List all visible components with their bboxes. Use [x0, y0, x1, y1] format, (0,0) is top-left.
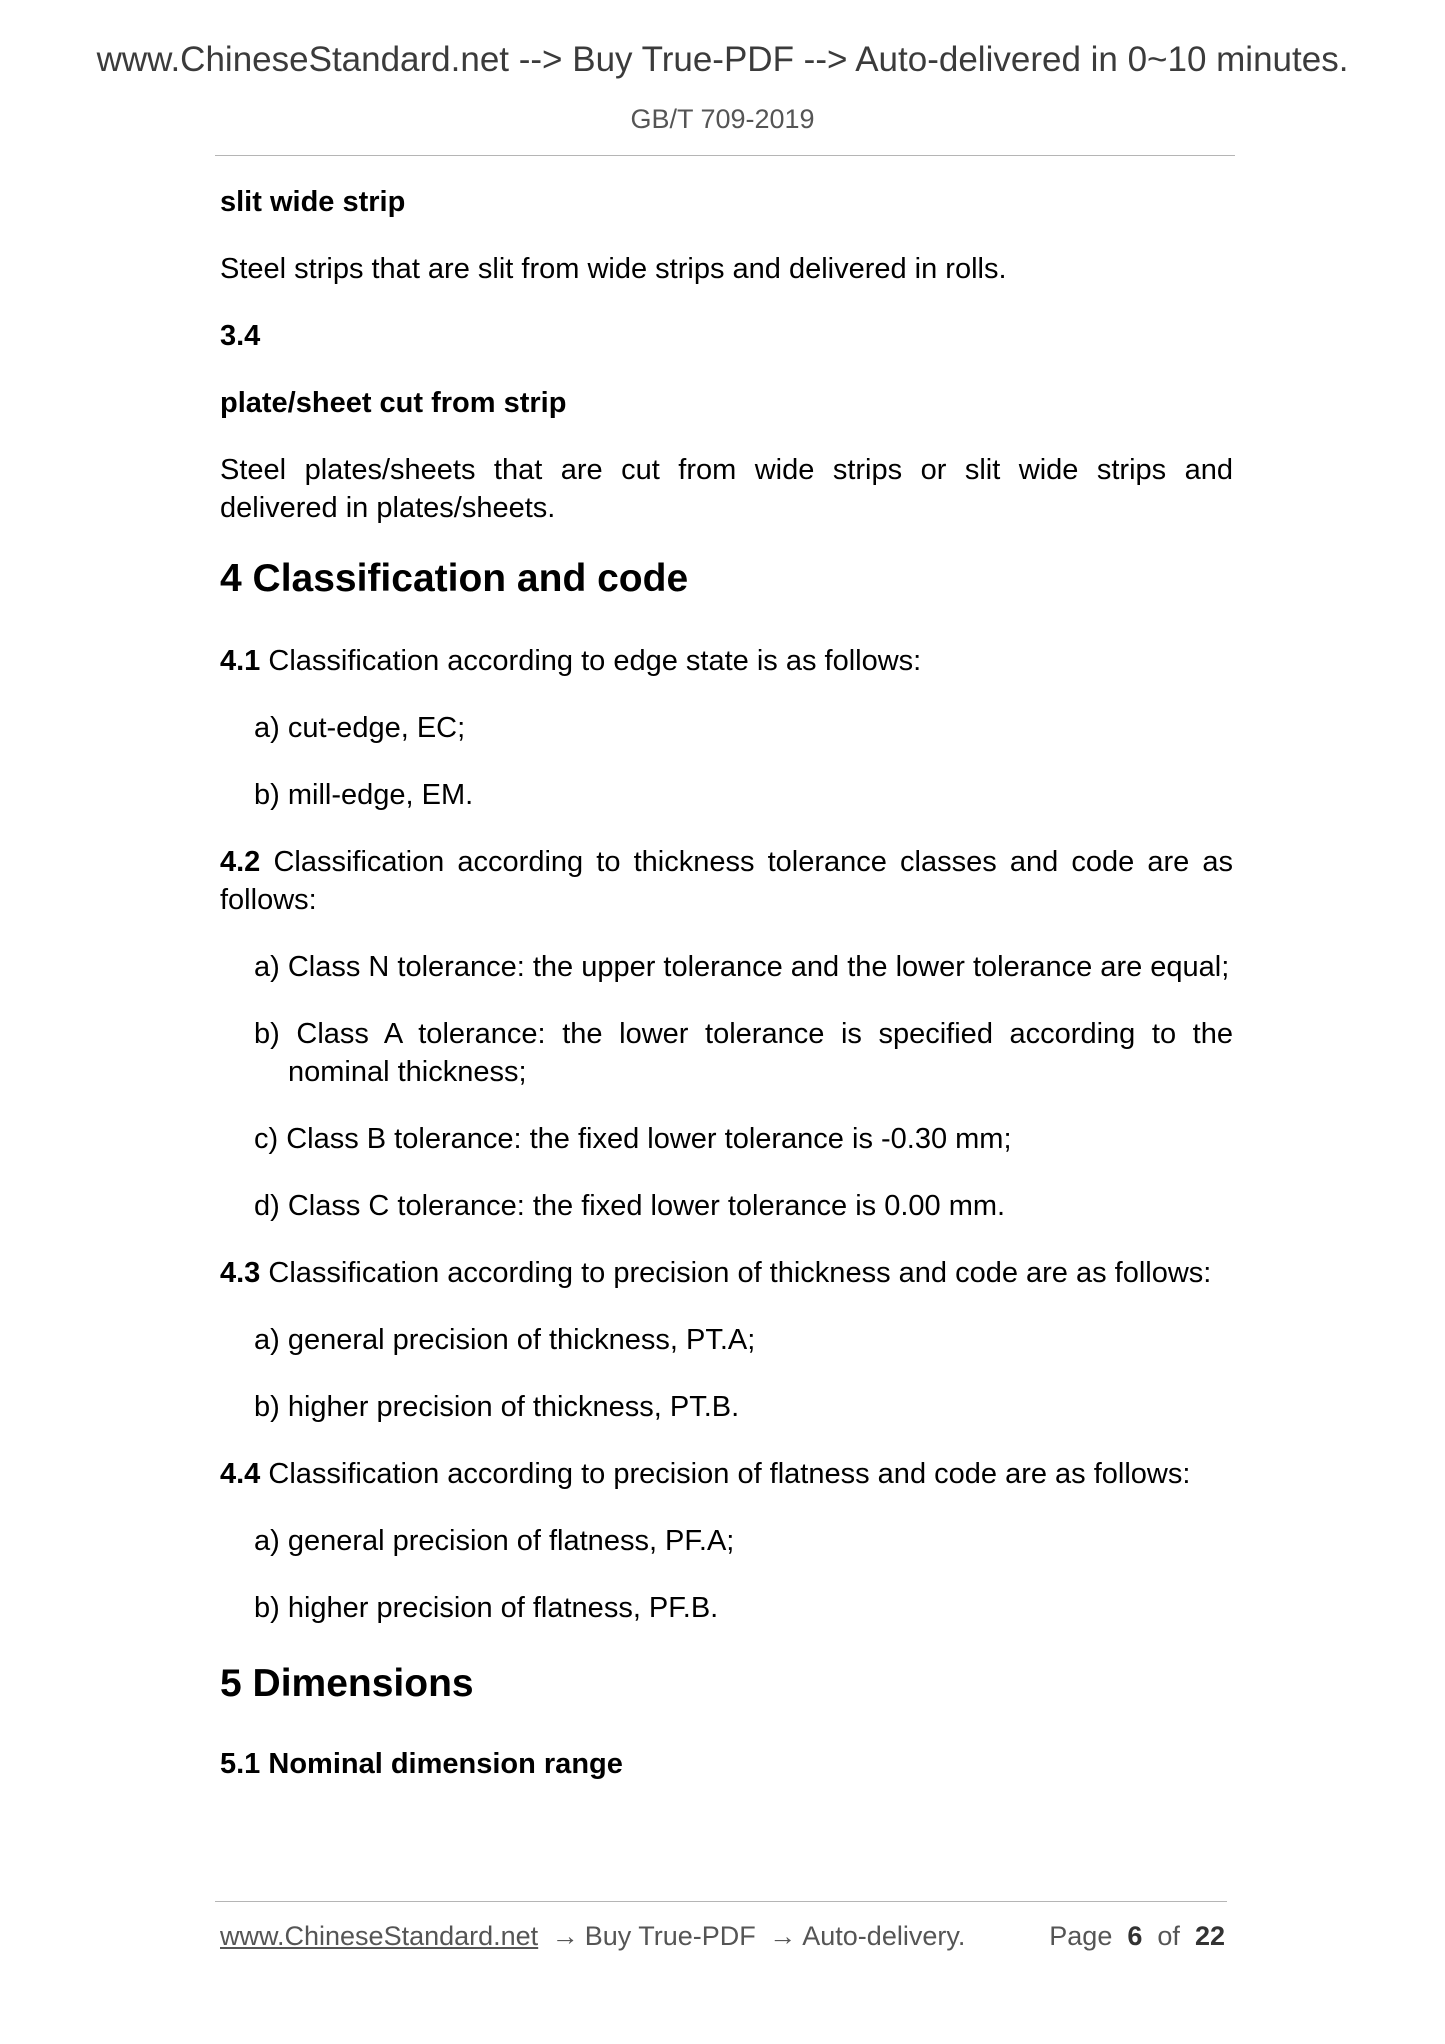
page-number: 6: [1127, 1921, 1143, 1951]
standard-code: GB/T 709-2019: [630, 104, 815, 134]
clause-4-2: [220, 843, 1233, 919]
clause-title: plate/sheet cut from strip: [220, 387, 567, 419]
buy-pdf-text: Buy True-PDF: [584, 1921, 756, 1951]
page-indicator: Page 6 of 22: [1049, 1921, 1225, 1951]
list-item: d) Class C tolerance: the fixed lower tolerance is 0.00 mm.: [254, 1190, 1006, 1222]
clause-4-3-text: Classification according to precision of thickness and code are as follows:: [260, 1257, 1212, 1289]
clause-4-3-number: 4.3: [220, 1257, 261, 1289]
list-item: b) Class A tolerance: the lower tolerance is specified according to the nominal thickness;: [254, 1018, 1233, 1088]
clause-4-4-text: Classification according to precision of flatness and code are as follows:: [260, 1458, 1191, 1490]
clause-4-1: [220, 642, 1233, 680]
list-item: b) mill-edge, EM.: [254, 779, 474, 811]
site-link[interactable]: www.ChineseStandard.net: [220, 1921, 539, 1951]
header-divider: [215, 155, 1235, 156]
list-item: c) Class B tolerance: the fixed lower tolerance is -0.30 mm;: [254, 1123, 1012, 1155]
clause-4-1-number: 4.1: [220, 645, 261, 677]
subsection-heading: 5.1 Nominal dimension range: [220, 1748, 623, 1780]
clause-4-1-text: Classification according to edge state is as follows:: [260, 645, 922, 677]
list-item: a) general precision of thickness, PT.A;: [254, 1324, 756, 1356]
clause-4-2-number: 4.2: [220, 846, 261, 878]
list-item: a) general precision of flatness, PF.A;: [254, 1525, 735, 1557]
section-heading: 5 Dimensions: [220, 1662, 474, 1705]
list-item: a) Class N tolerance: the upper tolerance and the lower tolerance are equal;: [254, 951, 1230, 983]
arrow-right-icon: →: [769, 1921, 797, 1951]
clause-4-4-number: 4.4: [220, 1458, 261, 1490]
clause-4-2-text: Classification according to thickness tolerance classes and code are as follows:: [220, 846, 1233, 916]
clause-number: 3.4: [220, 320, 261, 352]
term-definition: Steel strips that are slit from wide strips and delivered in rolls.: [220, 253, 1007, 285]
auto-delivery-text: Auto-delivery.: [802, 1921, 966, 1951]
page-footer: [220, 1921, 1225, 1952]
list-item: a) cut-edge, EC;: [254, 712, 466, 744]
document-body: [220, 183, 1233, 1812]
list-item: b) higher precision of flatness, PF.B.: [254, 1592, 719, 1624]
clause-4-3: [220, 1254, 1233, 1292]
footer-divider: [215, 1901, 1227, 1902]
arrow-right-icon: →: [551, 1921, 579, 1951]
section-heading: 4 Classification and code: [220, 557, 689, 600]
clause-4-4: [220, 1455, 1233, 1493]
list-item: b) higher precision of thickness, PT.B.: [254, 1391, 740, 1423]
term-title: slit wide strip: [220, 186, 406, 218]
page-total: 22: [1194, 1921, 1225, 1951]
clause-definition: Steel plates/sheets that are cut from wide strips or slit wide strips and delivered in plates/sheets.: [220, 454, 1233, 524]
site-banner: www.ChineseStandard.net --> Buy True-PDF --> Auto-delivered in 0~10 minutes.: [96, 40, 1349, 79]
